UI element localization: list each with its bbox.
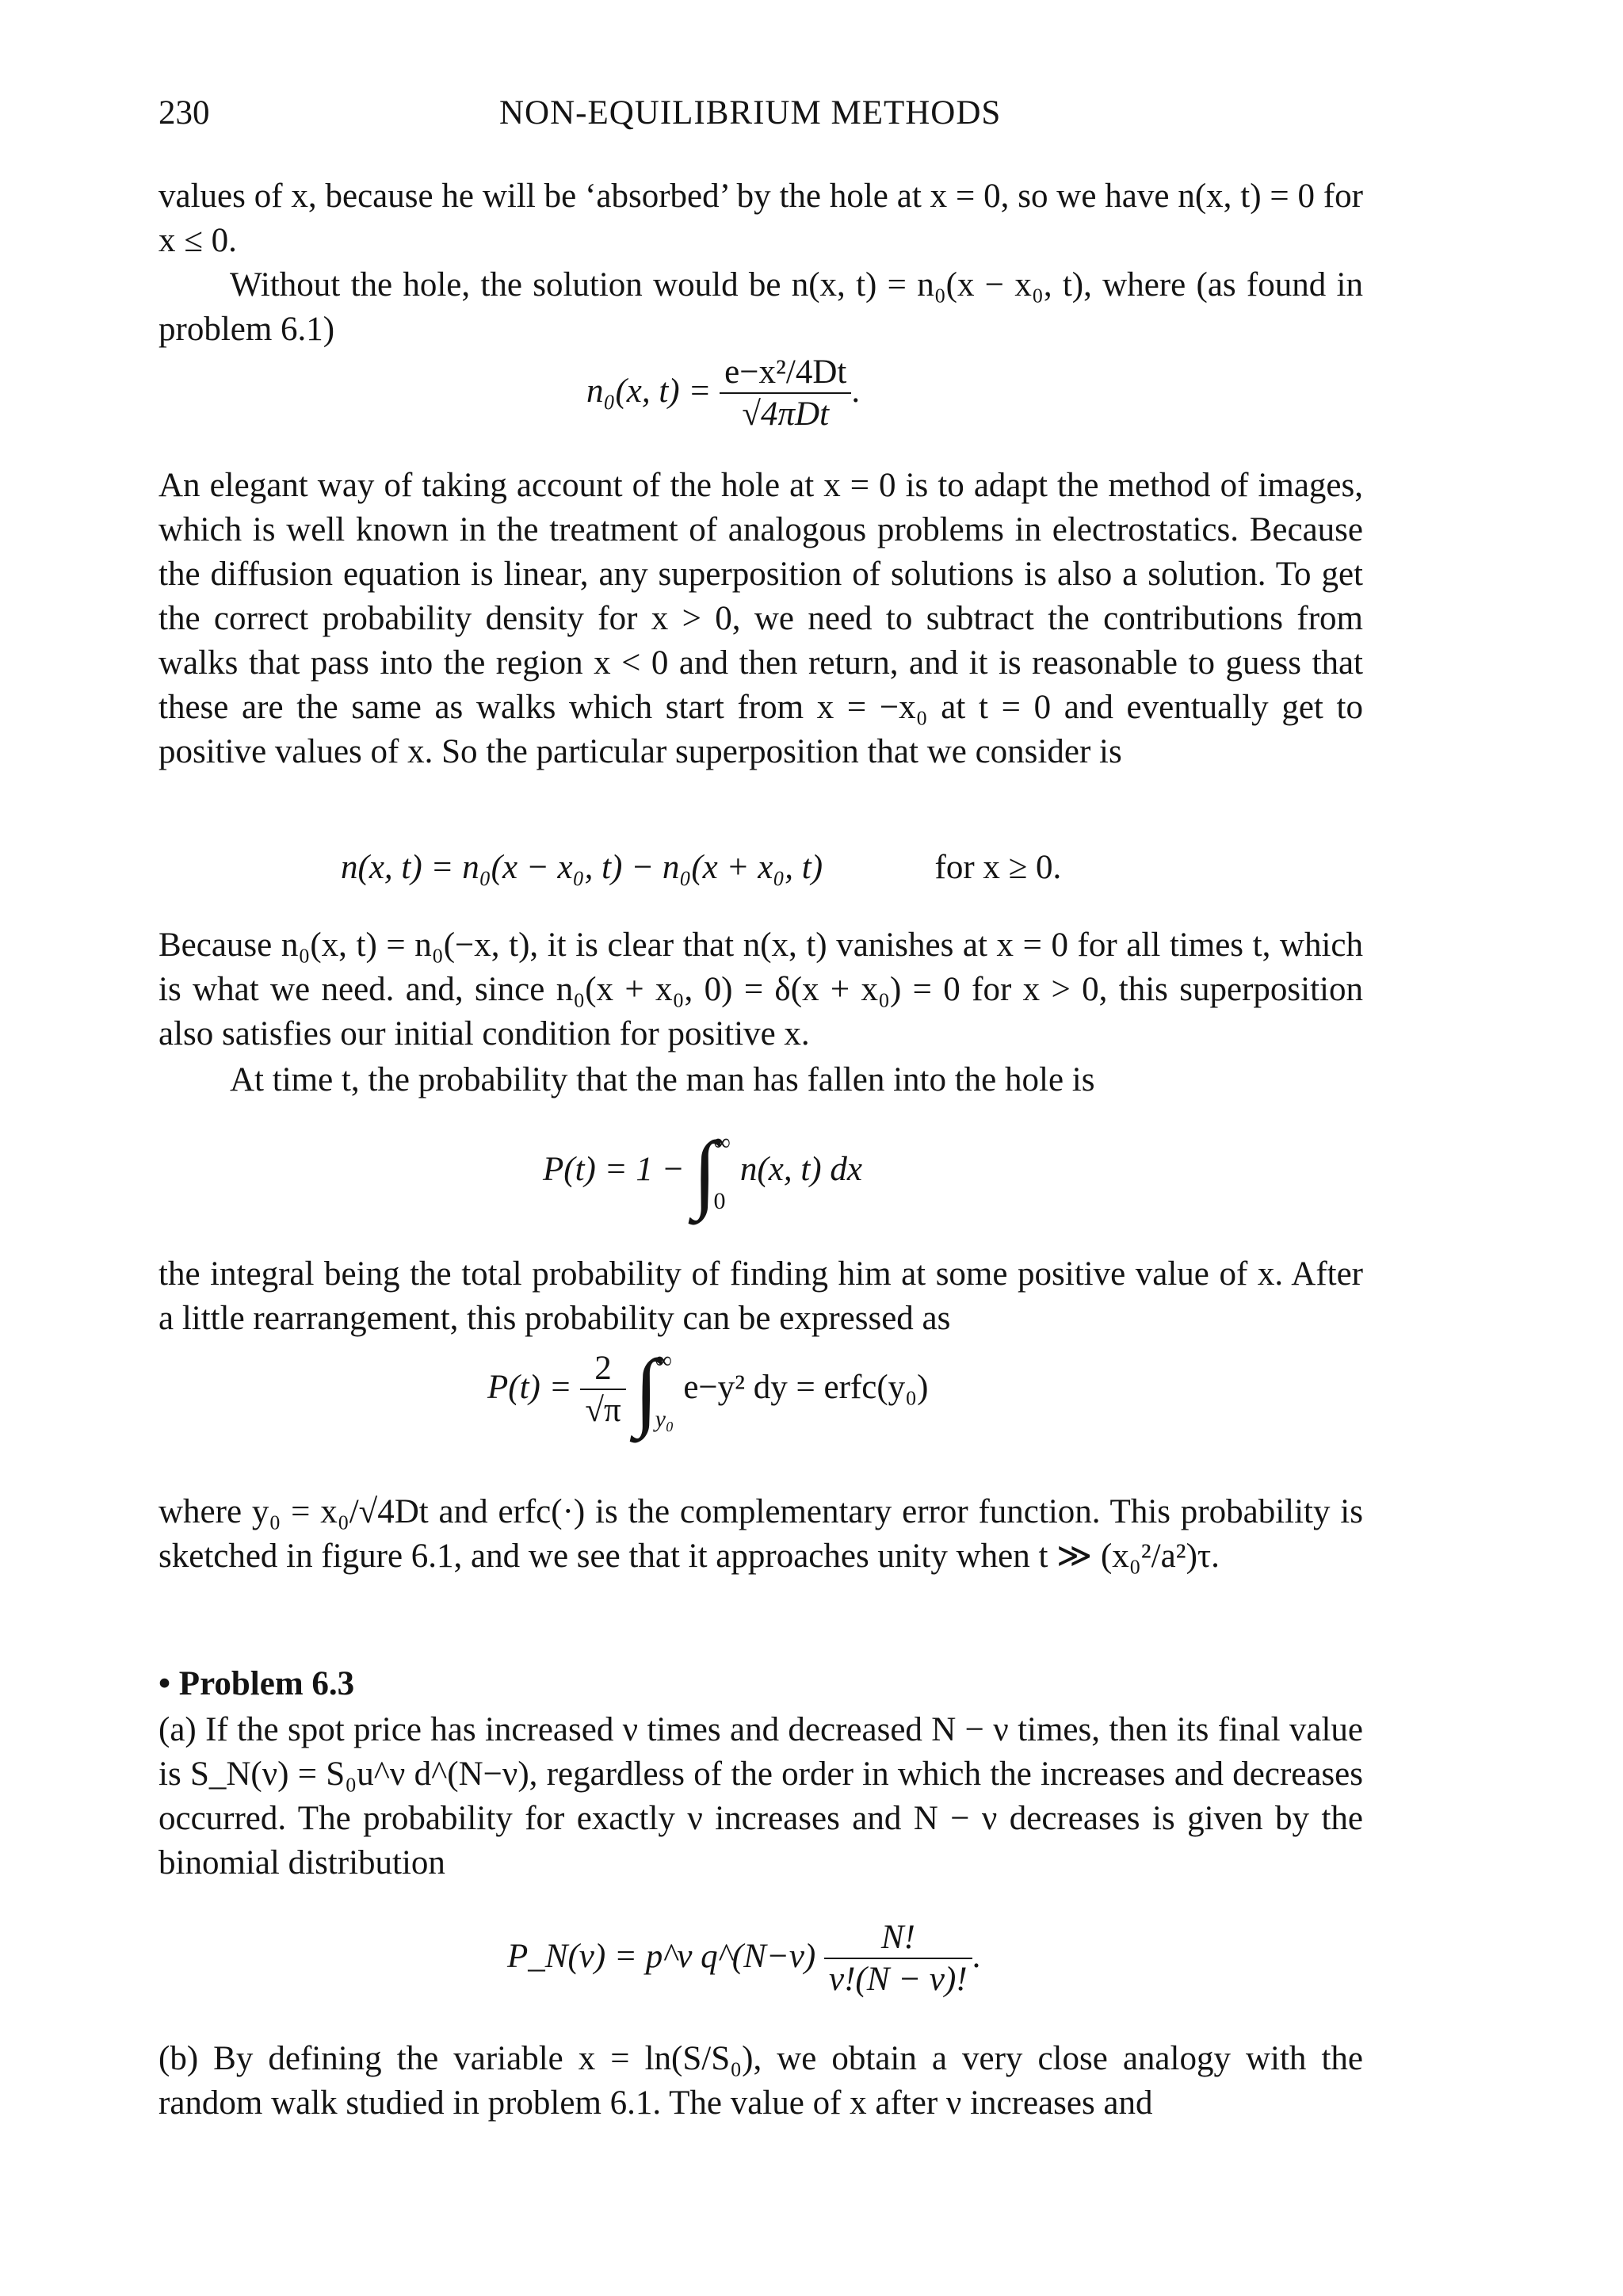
equation-superposition-body: n(x, t) = n₀(x − x₀, t) − n₀(x + x₀, t) — [341, 849, 823, 886]
paragraph-log-variable: (b) By defining the variable x = ln(S/S₀), we obtain a very close analogy with the random walk studied in problem 6.1. The value of x after ν increases and — [158, 2040, 1363, 2122]
paragraph-absorbed: values of x, because he will be ‘absorbed’ by the hole at x = 0, so we have n(x, t) = 0 for x ≤ 0. — [158, 178, 1363, 259]
equation-erfc-numerator: 2 — [580, 1349, 625, 1390]
equation-binomial-denominator: ν!(N − ν)! — [828, 1961, 968, 1998]
erfc-integral-sign: ∫ — [634, 1342, 659, 1438]
paragraph-at-time-t: At time t, the probability that the man has fallen into the hole is — [230, 1061, 1095, 1098]
equation-erfc-fraction — [580, 1349, 625, 1431]
paragraph-integral-meaning: the integral being the total probability of finding him at some positive value of x. After a little rearrangement, this probability can be expressed as — [158, 1255, 1363, 1337]
page-header — [158, 94, 1363, 141]
paragraph-complementary-error: where y₀ = x₀/√4Dt and erfc(·) is the complementary error function. This probability is sketched in figure 6.1, and we see that it approaches unity when t ≫ (x₀²/a²)τ. — [158, 1493, 1363, 1575]
problem-heading: • Problem 6.3 — [158, 1665, 355, 1702]
paragraph-method-of-images: An elegant way of taking account of the hole at x = 0 is to adapt the method of images, which is well known in the treatment of analogous problems in electrostatics. Because the diffusion equation is linear, any superposition of solutions is also a solution. To get the correct probability density for x > 0, we need to subtract the contributions from walks that pass into the region x < 0 and then return, and it is reasonable to guess that these are the same as walks which start from x = −x₀ at t = 0 and eventually get to positive values of x. So the particular superposition that we consider is — [158, 467, 1363, 770]
equation-erfc-denominator: √π — [585, 1392, 621, 1429]
equation-superposition-condition: for x ≥ 0. — [934, 849, 1062, 886]
equation-n0-denominator: √4πDt — [742, 395, 830, 433]
erfc-integral-upper-limit: ∞ — [655, 1347, 672, 1373]
equation-superposition — [341, 848, 1061, 887]
erfc-integral-limits — [655, 1347, 674, 1433]
page-number: 230 — [158, 94, 210, 132]
running-head: NON-EQUILIBRIUM METHODS — [499, 94, 1002, 132]
equation-binomial-numerator: N! — [824, 1918, 972, 1959]
equation-probability-lhs: P(t) = 1 − — [543, 1150, 685, 1188]
erfc-integral-lower-limit: y₀ — [655, 1406, 674, 1432]
equation-probability-integral — [543, 1124, 862, 1221]
paragraph-vanishes: Because n₀(x, t) = n₀(−x, t), it is clear that n(x, t) vanishes at x = 0 for all times t, which is what we need. and, since n₀(x + x₀, 0) = δ(x + x₀) = 0 for x > 0, this superposition also satisfies our initial condition for positive x. — [158, 926, 1363, 1052]
integral-lower-limit: 0 — [713, 1188, 726, 1214]
equation-erfc-rhs: e−y² dy = erfc(y₀) — [683, 1368, 929, 1406]
integral-upper-limit: ∞ — [713, 1129, 731, 1156]
equation-binomial: P_N(ν) = p^ν q^(N−ν) $\frac{N!}{\nu!(N - \nu)!}$ . — [507, 1918, 980, 2000]
equation-probability-integrand: n(x, t) dx — [739, 1150, 862, 1188]
equation-binomial-lhs: P_N(ν) = p^ν q^(N−ν) — [507, 1937, 816, 1975]
integral-limits — [714, 1129, 731, 1215]
equation-n0-lhs: n₀(x, t) = — [586, 372, 712, 410]
equation-n0-fraction — [720, 353, 851, 435]
equation-erfc-lhs: P(t) = — [487, 1368, 572, 1406]
equation-n0-numerator: e−x²/4Dt — [720, 353, 851, 394]
equation-binomial-fraction — [824, 1918, 972, 2000]
equation-erfc — [487, 1342, 929, 1438]
integral-sign: ∫ — [693, 1124, 717, 1221]
equation-n0: n₀(x, t) = $\frac{\text{e−x²/4Dt}}{\text{√4πDt}}$ . — [586, 353, 860, 435]
paragraph-without-hole: Without the hole, the solution would be n(x, t) = n₀(x − x₀, t), where (as found in problem 6.1) — [158, 266, 1363, 348]
paragraph-spot-price: (a) If the spot price has increased ν times and decreased N − ν times, then its final value is S_N(ν) = S₀u^ν d^(N−ν), regardless of the order in which the increases and decreases occurred. The probability for exactly ν increases and N − ν decreases is given by the binomial distribution — [158, 1711, 1363, 1881]
